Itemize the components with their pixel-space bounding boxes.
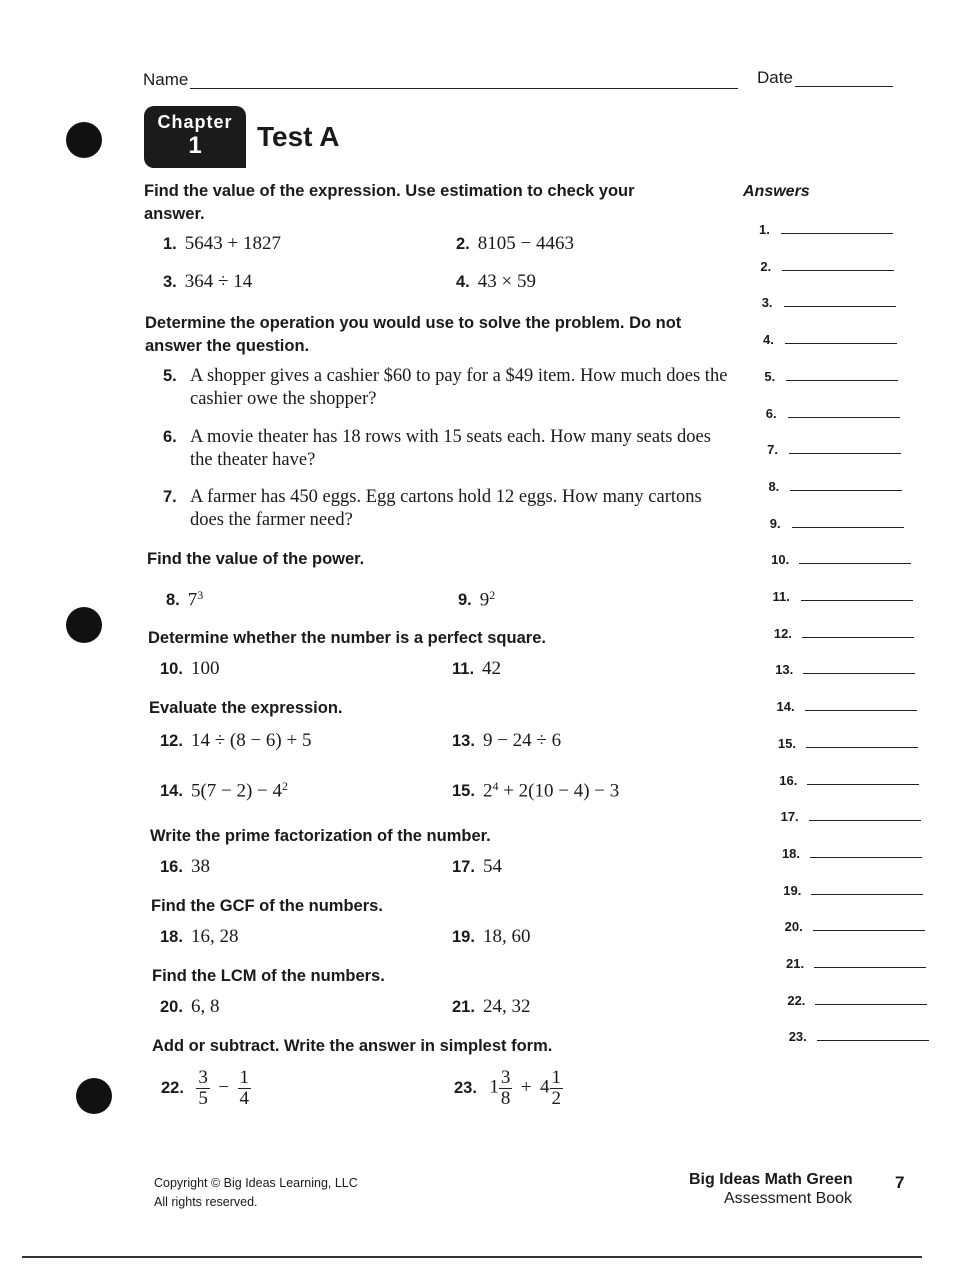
book-subtitle: Assessment Book: [724, 1190, 853, 1207]
problem-11: [452, 658, 501, 680]
problem-number: 21.: [452, 998, 475, 1016]
instruction-operation: Determine the operation you would use to solve the problem. Do not answer the question.: [145, 314, 682, 355]
problem-10: [160, 658, 219, 680]
problem-number: 13.: [452, 732, 475, 750]
date-label: Date: [757, 68, 793, 87]
power-exponent: 2: [489, 588, 496, 602]
problem-number: 5.: [163, 367, 177, 385]
word-problem-text: A farmer has 450 eggs. Egg cartons hold 12 eggs. How many cartons does the farmer need?: [190, 487, 702, 530]
answer-number: 9.: [769, 515, 781, 531]
answer-blank[interactable]: [785, 343, 897, 344]
answer-blank[interactable]: [810, 857, 922, 858]
rights-reserved: All rights reserved.: [154, 1195, 258, 1209]
problem-number: 12.: [160, 732, 183, 750]
answer-line-row: [773, 589, 790, 604]
power-exponent: 4: [492, 779, 499, 793]
problem-number: 8.: [166, 591, 180, 610]
answer-number: 12.: [773, 625, 792, 641]
problem-expression: 8105 − 4463: [477, 233, 574, 254]
problem-number: 3.: [163, 273, 177, 291]
answer-number: 21.: [786, 956, 805, 971]
problem-expression: + 2(10 − 4) − 3: [498, 780, 620, 802]
answer-line-row: [770, 516, 781, 531]
problem-19: [452, 926, 530, 948]
problem-23: [454, 1068, 563, 1109]
chapter-badge: [144, 106, 246, 168]
answer-number: 23.: [788, 1029, 807, 1045]
answer-line-row: [763, 332, 774, 347]
problem-expression: 5(7 − 2) − 4: [190, 780, 283, 802]
problem-7: [163, 486, 723, 532]
problem-number: 6.: [163, 428, 177, 446]
answer-blank[interactable]: [803, 673, 915, 674]
answer-number: 5.: [764, 368, 776, 384]
instruction-power: Find the value of the power.: [147, 550, 365, 568]
answer-line-row: [777, 699, 795, 714]
problem-expression: 24, 32: [482, 996, 531, 1017]
instruction-prime-factorization: Write the prime factorization of the number.: [150, 827, 491, 845]
answer-blank[interactable]: [792, 527, 904, 528]
problem-expression: 42: [482, 658, 502, 679]
answer-number: 15.: [777, 735, 796, 751]
problem-12: [160, 730, 311, 752]
answers-heading: Answers: [743, 183, 810, 200]
instruction-gcf: Find the GCF of the numbers.: [151, 897, 383, 915]
mixed-whole: 4: [540, 1076, 550, 1098]
problem-expression: 38: [190, 856, 210, 877]
answer-line-row: [767, 442, 778, 457]
problem-14: [160, 779, 288, 802]
answer-blank[interactable]: [814, 967, 926, 968]
problem-number: 17.: [452, 858, 475, 876]
answer-number: 16.: [779, 772, 798, 788]
power-exponent: 3: [197, 588, 204, 602]
problem-number: 22.: [161, 1078, 184, 1097]
answer-blank[interactable]: [790, 490, 902, 491]
problem-20: [160, 996, 219, 1018]
answer-line-row: [785, 919, 803, 934]
answer-line-row: [786, 956, 804, 971]
problem-5: [163, 365, 728, 411]
fraction-denominator: 2: [551, 1088, 562, 1109]
answer-number: 19.: [783, 882, 802, 898]
problem-number: 20.: [160, 998, 183, 1016]
answer-line-row: [766, 406, 777, 421]
answer-number: 17.: [780, 809, 799, 825]
instruction-fractions: Add or subtract. Write the answer in simplest form.: [152, 1037, 553, 1055]
problem-number: 9.: [458, 591, 472, 610]
problem-expression: 6, 8: [190, 996, 220, 1017]
answer-number: 3.: [761, 295, 773, 311]
binder-hole-middle: [66, 607, 102, 643]
problem-6: [163, 426, 728, 472]
problem-9: [458, 588, 495, 611]
power-base: 2: [482, 780, 493, 802]
problem-expression: 43 × 59: [477, 271, 536, 292]
problem-number: 4.: [456, 273, 470, 291]
problem-4: [456, 271, 536, 293]
answer-number: 13.: [775, 662, 794, 678]
answer-blank[interactable]: [817, 1040, 929, 1041]
answer-line-row: [762, 295, 773, 310]
binder-hole-bottom: [76, 1078, 112, 1114]
answer-line-row: [760, 259, 771, 274]
instruction-estimation: Find the value of the expression. Use estimation to check your answer.: [144, 182, 635, 223]
binder-hole-top: [66, 122, 102, 158]
fraction-numerator: 1: [239, 1067, 250, 1088]
answer-blank[interactable]: [811, 894, 923, 895]
power-exponent: 2: [282, 779, 289, 793]
date-line[interactable]: [795, 86, 893, 87]
problem-16: [160, 856, 210, 878]
problem-17: [452, 856, 502, 878]
answer-blank[interactable]: [799, 563, 911, 564]
mixed-whole: 1: [489, 1076, 499, 1098]
answer-line-row: [783, 883, 801, 898]
instruction-lcm: Find the LCM of the numbers.: [152, 967, 385, 985]
fraction-numerator: 1: [551, 1067, 562, 1088]
name-label: Name: [143, 70, 189, 89]
operator: +: [520, 1076, 532, 1098]
problem-expression: 54: [482, 856, 502, 877]
problem-number: 14.: [160, 782, 183, 801]
answer-blank[interactable]: [807, 784, 919, 785]
copyright: Copyright © Big Ideas Learning, LLC: [154, 1176, 358, 1190]
answer-line-row: [764, 369, 775, 384]
instruction-evaluate: Evaluate the expression.: [149, 699, 343, 717]
fraction: [238, 1068, 252, 1109]
power-base: 7: [187, 589, 198, 611]
problem-expression: 364 ÷ 14: [184, 271, 253, 292]
problem-21: [452, 996, 530, 1018]
power-base: 9: [479, 589, 490, 611]
problem-number: 1.: [163, 235, 177, 253]
problem-15: [452, 779, 619, 802]
answer-number: 14.: [776, 699, 795, 715]
answer-line-row: [778, 736, 796, 751]
answer-line-row: [774, 626, 792, 641]
answer-blank[interactable]: [813, 930, 925, 931]
fraction-denominator: 8: [500, 1088, 511, 1109]
answer-blank[interactable]: [788, 417, 900, 418]
answer-blank[interactable]: [805, 710, 917, 711]
answer-blank[interactable]: [786, 380, 898, 381]
operator: −: [218, 1076, 230, 1098]
answer-blank[interactable]: [782, 270, 894, 271]
name-line[interactable]: [190, 88, 738, 89]
answer-blank[interactable]: [789, 453, 901, 454]
problem-number: 10.: [160, 660, 183, 678]
answer-blank[interactable]: [784, 306, 896, 307]
problem-number: 18.: [160, 928, 183, 946]
answer-line-row: [789, 1029, 807, 1044]
problem-number: 16.: [160, 858, 183, 876]
answer-line-row: [779, 773, 797, 788]
book-title: Big Ideas Math Green: [689, 1171, 853, 1188]
answer-line-row: [782, 846, 800, 861]
answer-number: 11.: [772, 589, 790, 604]
problem-number: 2.: [456, 235, 470, 253]
problem-number: 19.: [452, 928, 475, 946]
word-problem-text: A shopper gives a cashier $60 to pay for a $49 item. How much does the cashier owe the shopper?: [190, 366, 728, 409]
answer-number: 7.: [767, 442, 778, 458]
fraction: [196, 1068, 210, 1109]
problem-expression: 100: [190, 658, 220, 679]
problem-22: [161, 1068, 251, 1109]
problem-18: [160, 926, 238, 948]
problem-expression: 14 ÷ (8 − 6) + 5: [190, 730, 312, 751]
answer-number: 18.: [781, 845, 801, 861]
fraction: [499, 1068, 513, 1109]
answer-blank[interactable]: [781, 233, 893, 234]
chapter-number: 1: [188, 132, 202, 159]
bottom-rule: [22, 1256, 922, 1258]
problem-2: [456, 233, 574, 255]
answer-number: 20.: [784, 919, 803, 935]
problem-expression: 16, 28: [190, 926, 239, 947]
instruction-perfect-square: Determine whether the number is a perfect square.: [148, 629, 546, 647]
answer-line-row: [775, 662, 793, 677]
problem-3: [163, 271, 252, 293]
answer-number: 2.: [760, 258, 772, 274]
fraction-denominator: 4: [239, 1088, 250, 1109]
fraction-numerator: 3: [500, 1067, 511, 1088]
answer-line-row: [781, 809, 799, 824]
answer-number: 8.: [768, 478, 780, 494]
answer-number: 1.: [759, 222, 770, 237]
answer-blank[interactable]: [815, 1004, 927, 1005]
word-problem-text: A movie theater has 18 rows with 15 seats each. How many seats does the theater have?: [190, 427, 711, 470]
answer-line-row: [768, 479, 779, 494]
problem-expression: 9 − 24 ÷ 6: [482, 730, 562, 751]
page-number: 7: [895, 1173, 905, 1192]
problem-number: 15.: [452, 782, 475, 801]
answer-number: 22.: [787, 992, 806, 1008]
fraction: [550, 1068, 564, 1109]
answer-line-row: [759, 222, 770, 237]
answer-number: 4.: [763, 332, 774, 348]
problem-number: 11.: [452, 660, 475, 678]
answer-blank[interactable]: [806, 747, 918, 748]
answer-blank[interactable]: [801, 600, 913, 601]
problem-expression: 5643 + 1827: [184, 233, 281, 254]
answer-line-row: [771, 552, 789, 567]
problem-13: [452, 730, 561, 752]
answer-number: 10.: [771, 552, 790, 568]
answer-number: 6.: [765, 405, 777, 421]
chapter-label: Chapter: [157, 112, 233, 132]
problem-number: 7.: [163, 488, 177, 506]
fraction-denominator: 5: [198, 1088, 208, 1109]
problem-expression: 18, 60: [482, 926, 531, 947]
fraction-numerator: 3: [198, 1067, 208, 1088]
answer-blank[interactable]: [802, 637, 914, 638]
problem-number: 23.: [454, 1078, 477, 1097]
answer-line-row: [787, 993, 805, 1008]
answer-blank[interactable]: [809, 820, 921, 821]
problem-1: [163, 233, 281, 255]
problem-8: [166, 588, 203, 611]
page-title: Test A: [257, 121, 340, 152]
